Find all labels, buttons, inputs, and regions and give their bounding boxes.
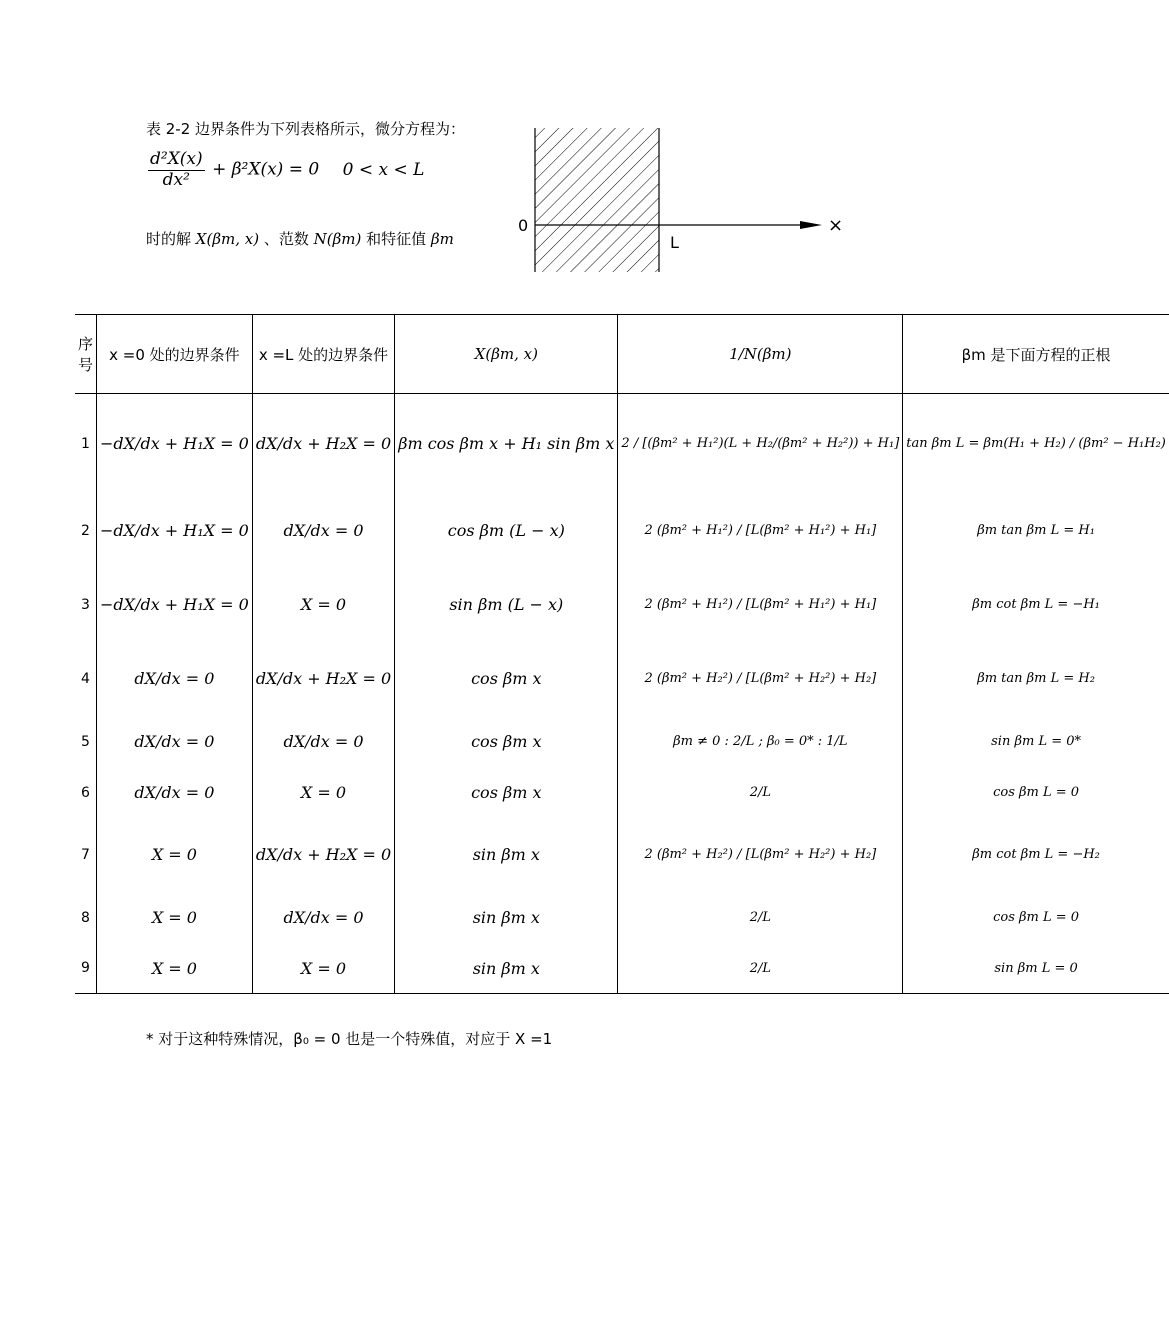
cell-xl: dX/dx + H₂X = 0 [252,818,394,892]
table-row [75,892,1169,944]
cell-eigen: βm cot βm L = −H₂ [903,818,1169,892]
row-index: 6 [81,784,90,801]
solution-x-expr: X(βm, x) [195,230,260,248]
boundary-condition-table [75,314,1169,994]
length-label: L [670,233,679,252]
solution-beta: βm [430,230,454,248]
cell-xl: dX/dx = 0 [252,494,394,568]
header-norm: 1/N(βm) [618,315,903,394]
row-index: 1 [81,435,90,452]
row-index: 3 [81,596,90,613]
solution-mid2: 和特征值 [366,230,427,248]
cell-x0: X = 0 [97,892,253,944]
solution-n-expr: N(βm) [313,230,362,248]
cell-eigen: βm tan βm L = H₂ [903,642,1169,716]
cell-x0: dX/dx = 0 [97,642,253,716]
cell-eigen: βm cot βm L = −H₁ [903,568,1169,642]
cell-norm: 2 (βm² + H₂²) / [L(βm² + H₂²) + H₂] [618,642,903,716]
cell-norm: 2/L [618,768,903,818]
cell-x0: −dX/dx + H₁X = 0 [97,568,253,642]
cell-xl: dX/dx + H₂X = 0 [252,642,394,716]
eq-denominator: dx² [162,169,190,190]
cell-eigen: βm tan βm L = H₁ [903,494,1169,568]
row-index: 9 [75,944,97,994]
solution-mid1: 、范数 [263,230,309,248]
cell-x-func: sin βm x [395,892,618,944]
cell-xl: dX/dx = 0 [252,892,394,944]
axis-arrow-icon [800,221,822,229]
header-eigen-equation: βm 是下面方程的正根 [903,315,1169,394]
header-x-function: X(βm, x) [395,315,618,394]
cell-x-func: cos βm (L − x) [395,494,618,568]
cell-xl: X = 0 [252,568,394,642]
cell-eigen: tan βm L = βm(H₁ + H₂) / (βm² − H₁H₂) [903,394,1169,494]
cell-x-func: sin βm x [395,818,618,892]
cell-x0: −dX/dx + H₁X = 0 [97,494,253,568]
cell-xl: dX/dx = 0 [252,716,394,768]
cell-x0: −dX/dx + H₁X = 0 [97,394,253,494]
eq-numerator: d²X(x) [150,149,203,169]
cell-x0: dX/dx = 0 [97,768,253,818]
table-row [75,768,1169,818]
differential-equation [146,150,424,190]
row-index: 4 [81,670,90,687]
header-xl-condition: x =L 处的边界条件 [252,315,394,394]
cell-x-func: cos βm x [395,716,618,768]
cell-x0: X = 0 [97,818,253,892]
hatched-slab [535,128,659,272]
cell-norm: βm ≠ 0 : 2/L ; β₀ = 0* : 1/L [618,716,903,768]
cell-norm: 2/L [618,944,903,994]
solution-prefix: 时的解 [146,230,192,248]
cell-norm: 2 (βm² + H₁²) / [L(βm² + H₁²) + H₁] [618,568,903,642]
cell-eigen: sin βm L = 0 [903,944,1169,994]
table-row [75,394,1169,494]
solution-description [146,228,454,249]
cell-xl: X = 0 [252,944,394,994]
table-row [75,716,1169,768]
slab-diagram [510,120,860,280]
footnote: * 对于这种特殊情况，β₀ = 0 也是一个特殊值，对应于 X =1 [146,1030,553,1048]
cell-eigen: cos βm L = 0 [903,892,1169,944]
header-index: 序号 [75,315,97,394]
axis-label: × [828,215,844,236]
row-index: 5 [81,733,90,750]
cell-xl: dX/dx + H₂X = 0 [252,394,394,494]
cell-x-func: cos βm x [395,768,618,818]
row-index: 8 [81,909,90,926]
cell-norm: 2 (βm² + H₂²) / [L(βm² + H₂²) + H₂] [618,818,903,892]
header-x0-condition: x =0 处的边界条件 [97,315,253,394]
origin-label: 0 [518,216,529,235]
cell-norm: 2/L [618,892,903,944]
table-row [75,494,1169,568]
cell-x-func: βm cos βm x + H₁ sin βm x [395,394,618,494]
eq-rest: + β²X(x) = 0 [212,159,320,180]
table-row [75,642,1169,716]
table-caption: 表 2-2 边界条件为下列表格所示，微分方程为： [146,120,466,138]
cell-x0: dX/dx = 0 [97,716,253,768]
cell-x0: X = 0 [97,944,253,994]
row-index: 2 [81,522,90,539]
table-row [75,818,1169,892]
cell-norm: 2 / [(βm² + H₁²)(L + H₂/(βm² + H₂²)) + H₁] [618,394,903,494]
cell-xl: X = 0 [252,768,394,818]
cell-eigen: cos βm L = 0 [903,768,1169,818]
cell-norm: 2 (βm² + H₁²) / [L(βm² + H₁²) + H₁] [618,494,903,568]
eq-range: 0 < x < L [342,159,425,180]
cell-x-func: sin βm x [395,944,618,994]
table-row [75,568,1169,642]
cell-eigen: sin βm L = 0* [903,716,1169,768]
cell-x-func: cos βm x [395,642,618,716]
table-row [75,944,1169,994]
row-index: 7 [81,846,90,863]
cell-x-func: sin βm (L − x) [395,568,618,642]
